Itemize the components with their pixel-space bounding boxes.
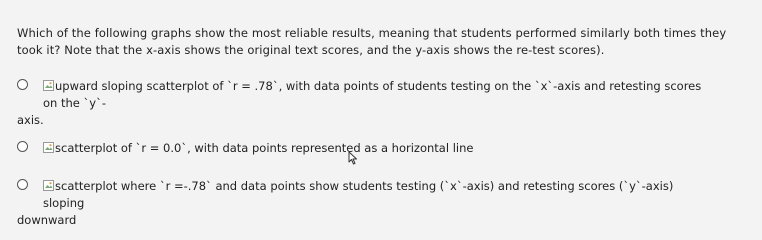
option-text: scatterplot where `r =-.78` and data points show students testing (`x`-axis) and retesting scores (`y`-axis) sloping <box>43 179 674 210</box>
radio-button[interactable] <box>17 79 28 90</box>
answer-option-3[interactable] <box>17 178 717 229</box>
arrow-cursor-icon <box>348 150 358 164</box>
option-text: scatterplot of `r = 0.0`, with data points represented as a horizontal line <box>55 141 474 155</box>
answer-option-1[interactable] <box>17 78 717 129</box>
option-text-continued: downward <box>17 213 77 227</box>
option-text: upward sloping scatterplot of `r = .78`, with data points of students testing on the `x`-axis and retesting scores on the `y`- <box>43 79 702 110</box>
option-text-continued: axis. <box>17 113 44 127</box>
radio-button[interactable] <box>17 179 28 190</box>
question-text: Which of the following graphs show the most reliable results, meaning that students performed similarly both times they took it? Note that the x-axis shows the original text scores, and the y-axis shows the re-test scores). <box>17 26 727 57</box>
broken-image-icon <box>43 80 54 91</box>
answer-option-2[interactable] <box>17 140 717 157</box>
broken-image-icon <box>43 180 54 191</box>
radio-button[interactable] <box>17 141 28 152</box>
broken-image-icon <box>43 142 54 153</box>
